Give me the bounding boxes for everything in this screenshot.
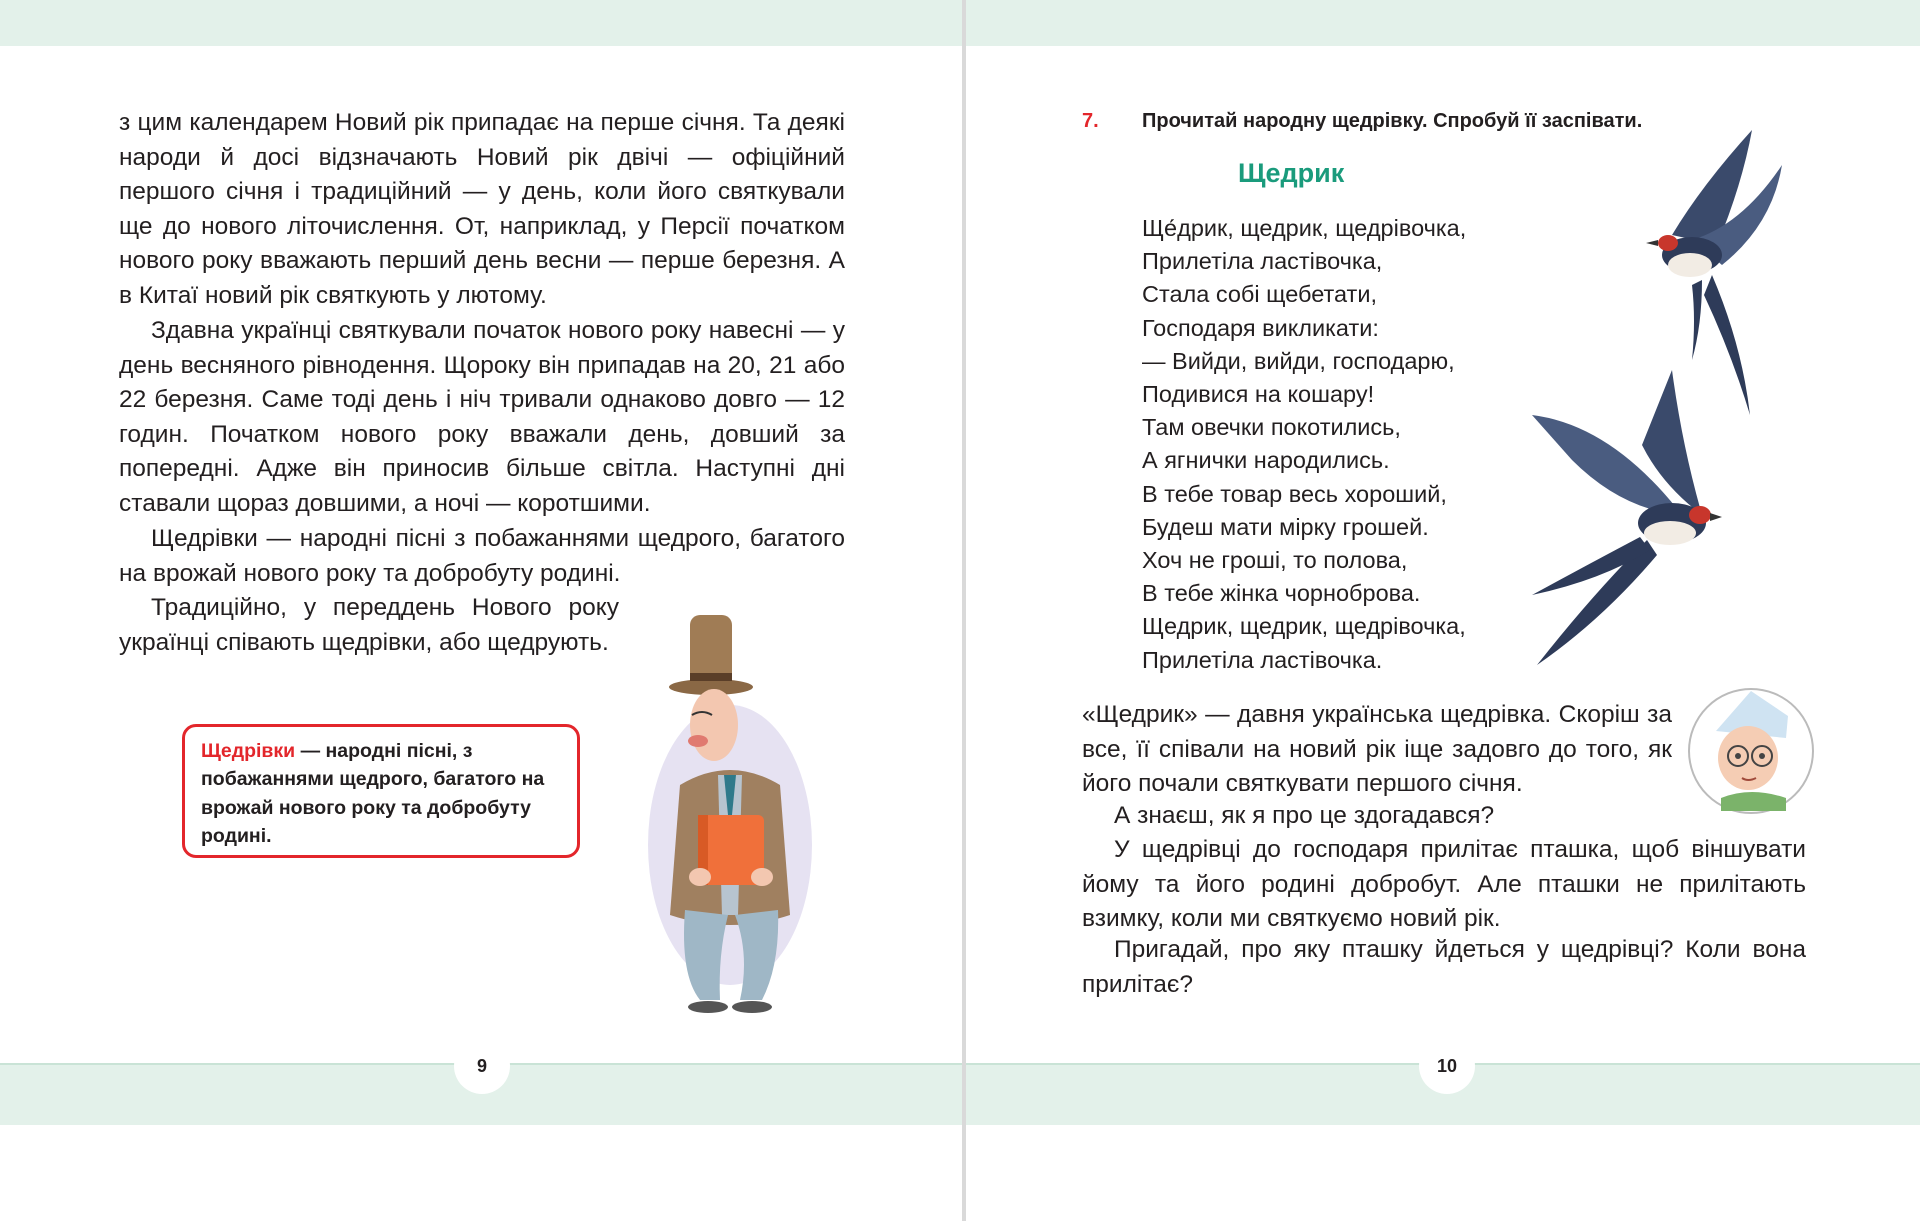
paragraph-bird: У щедрівці до господаря прилітає пташка, щоб віншувати йому та його родині добробут. Але пташки не прилітають взимку, коли ми святкуємо новий рік. <box>1082 836 1806 933</box>
paragraph-shchedryk-history: «Щедрик» — давня українська щедрівка. Скоріш за все, її співали на новий рік іще задовго до того, як його почали святкувати першого січня. <box>1082 701 1672 798</box>
task-instruction: Прочитай народну щедрівку. Спробуй її заспівати. <box>1142 110 1643 132</box>
top-band <box>966 0 1920 46</box>
paragraph-tradition: Традиційно, у переддень Нового року українці співають щедрівки, або щедрують. <box>119 594 619 656</box>
poem-line: Там овечки покотились, <box>1142 414 1401 441</box>
gentleman-illustration <box>640 615 820 1015</box>
task-number: 7. <box>1082 110 1099 132</box>
poem-line: Будеш мати мірку грошей. <box>1142 513 1429 540</box>
right-page <box>966 0 1920 1221</box>
paragraph-shchedrivky: Щедрівки — народні пісні з побажаннями щедрого, багатого на врожай нового року та добробуту родині. <box>119 525 845 587</box>
song-title: Щедрик <box>1238 158 1345 188</box>
definition-box <box>182 724 580 858</box>
poem-line: Прилетіла ластівочка. <box>1142 646 1383 673</box>
poem <box>1142 212 1466 677</box>
poem-line: Стала собі щебетати, <box>1142 281 1377 308</box>
poem-line: Хоч не гроші, то полова, <box>1142 547 1408 574</box>
swallow-bottom-illustration <box>1532 365 1722 665</box>
poem-line: Господаря викликати: <box>1142 314 1379 341</box>
poem-line: Прилетіла ластівочка, <box>1142 248 1383 275</box>
page-number-left: 9 <box>454 1038 510 1094</box>
paragraph-calendar: з цим календарем Новий рік припадає на перше січня. Та деякі народи й досі відзначають Новий рік двічі — офіційний першого січня і традиційний — у день, коли його святкували ще до нового літочислення. От, наприклад, у Персії початком нового року вважають перший день весни — перше березня. А в Китаї новий рік святкують у лютому. <box>119 109 845 309</box>
poem-line: Подивися на кошару! <box>1142 381 1375 408</box>
paragraph-spring-new-year: Здавна українці святкували початок нового року навесні — у день весняного рівнодення. Щороку він припадав на 20, 21 або 22 березня. Саме тоді день і ніч тривали однаково довго — 12 годин. Початком нового року вважали день, довший за попередні. Адже він приносив більше світла. Наступні дні ставали щораз довшими, а ночі — коротшими. <box>119 317 845 517</box>
definition-term: Щедрівки <box>201 740 296 762</box>
poem-line: — Вийди, вийди, господарю, <box>1142 347 1455 374</box>
paragraph-question: Пригадай, про яку пташку йдеться у щедрівці? Коли вона прилітає? <box>1082 936 1806 998</box>
page-number-right: 10 <box>1419 1038 1475 1094</box>
poem-line: Щедрик, щедрик, щедрівочка, <box>1142 613 1466 640</box>
poem-line: Ще́дрик, щедрик, щедрівочка, <box>1142 215 1467 241</box>
definition-text: — народні пісні, з побажаннями щедрого, багатого на врожай нового року та добробуту родині. <box>201 740 545 848</box>
paragraph-guess: А знаєш, як я про це здогадався? <box>1114 802 1495 829</box>
poem-line: А ягнички народились. <box>1142 447 1390 474</box>
poem-line: В тебе жінка чорноброва. <box>1142 580 1421 607</box>
poem-line: В тебе товар весь хороший, <box>1142 480 1447 507</box>
top-band <box>0 0 962 46</box>
boy-avatar <box>1686 686 1816 816</box>
